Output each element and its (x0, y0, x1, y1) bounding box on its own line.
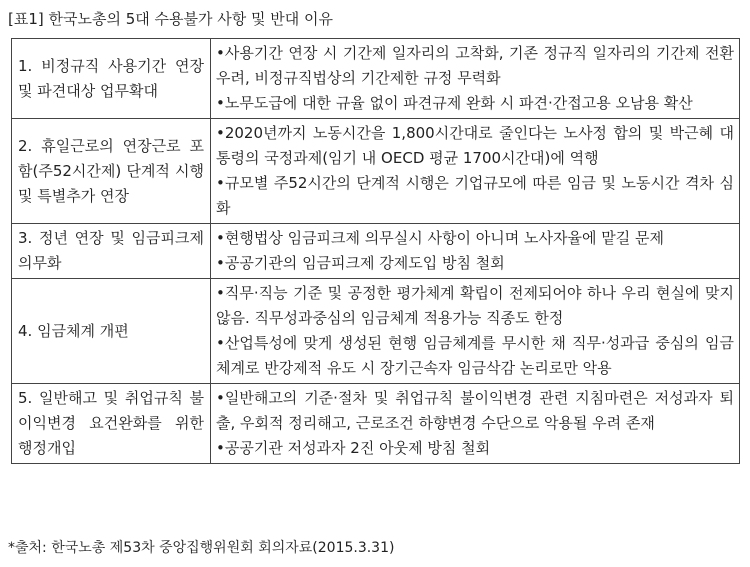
reason-point: •사용기간 연장 시 기간제 일자리의 고착화, 기존 정규직 일자리의 기간제 전환 우려, 비정규직법상의 기간제한 규정 무력화 (216, 44, 734, 87)
reason-point: •현행법상 임금피크제 의무실시 사항이 아니며 노사자율에 맡길 문제 (216, 229, 664, 247)
reason-point: •직무·직능 기준 및 공정한 평가체계 확립이 전제되어야 하나 우리 현실에 맞지 않음. 직무성과중심의 임금체계 적용가능 직종도 한정 (216, 284, 734, 327)
reason-point: •일반해고의 기준·절차 및 취업규칙 불이익변경 관련 지침마련은 저성과자 퇴출, 우회적 정리해고, 근로조건 하향변경 수단으로 악용될 우려 존재 (216, 389, 734, 432)
reason-point: •규모별 주52시간의 단계적 시행은 기업규모에 따른 임금 및 노동시간 격차 심화 (216, 174, 734, 217)
reason-cell (211, 224, 740, 279)
issue-cell: 3. 정년 연장 및 임금피크제 의무화 (12, 224, 211, 279)
table-row (12, 384, 740, 464)
opposition-table (11, 38, 740, 464)
table-row (12, 119, 740, 224)
table-row (12, 279, 740, 384)
reason-point: •공공기관의 임금피크제 강제도입 방침 철회 (216, 254, 505, 272)
table-row (12, 39, 740, 119)
reason-point: •2020년까지 노동시간을 1,800시간대로 줄인다는 노사정 합의 및 박근혜 대통령의 국정과제(임기 내 OECD 평균 1700시간대)에 역행 (216, 124, 734, 167)
issue-cell: 4. 임금체계 개편 (12, 279, 211, 384)
reason-cell (211, 39, 740, 119)
issue-cell: 1. 비정규직 사용기간 연장 및 파견대상 업무확대 (12, 39, 211, 119)
reason-point: •산업특성에 맞게 생성된 현행 임금체계를 무시한 채 직무·성과급 중심의 임금체계로 반강제적 유도 시 장기근속자 임금삭감 논리로만 악용 (216, 334, 734, 377)
table-row (12, 224, 740, 279)
source-note: *출처: 한국노총 제53차 중앙집행위원회 회의자료(2015.3.31) (8, 540, 395, 556)
reason-cell (211, 279, 740, 384)
reason-cell (211, 384, 740, 464)
table-caption: [표1] 한국노총의 5대 수용불가 사항 및 반대 이유 (8, 10, 333, 28)
reason-point: •공공기관 저성과자 2진 아웃제 방침 철회 (216, 439, 491, 457)
reason-point: •노무도급에 대한 규율 없이 파견규제 완화 시 파견·간접고용 오남용 확산 (216, 94, 693, 112)
reason-cell (211, 119, 740, 224)
issue-cell: 2. 휴일근로의 연장근로 포함(주52시간제) 단계적 시행 및 특별추가 연장 (12, 119, 211, 224)
issue-cell: 5. 일반해고 및 취업규칙 불이익변경 요건완화를 위한 행정개입 (12, 384, 211, 464)
